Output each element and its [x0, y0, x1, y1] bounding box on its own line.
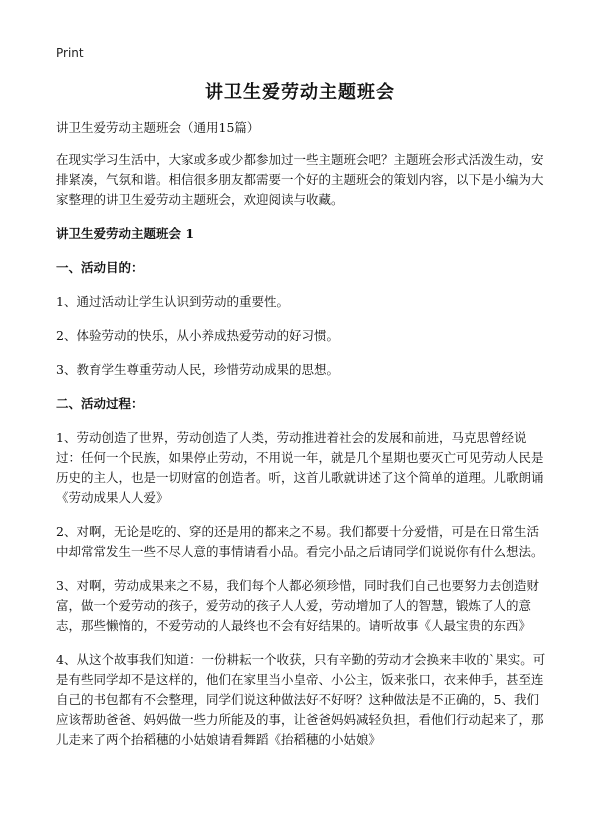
process-paragraph-3: 3、对啊，劳动成果来之不易，我们每个人都必须珍惜，同时我们自己也要努力去创造财富，做一个爱劳动的孩子，爱劳动的孩子人人爱，劳动增加了人的智慧，锻炼了人的意志，那些懒惰的，不爱劳动的人最终也不会有好结果的。请听故事《人最宝贵的东西》 [56, 578, 539, 633]
goal-item-2: 2、体验劳动的快乐，从小养成热爱劳动的好习惯。 [56, 328, 339, 343]
document-body [56, 118, 548, 764]
intro-paragraph: 在现实学习生活中，大家或多或少都参加过一些主题班会吧？主题班会形式活泼生动，安排紧凑，气氛和谐。相信很多朋友都需要一个好的主题班会的策划内容，以下是小编为大家整理的讲卫生爱劳动主题班会，欢迎阅读与收藏。 [56, 152, 544, 207]
process-paragraph-1: 1、劳动创造了世界，劳动创造了人类，劳动推进着社会的发展和前进，马克思曾经说过：任何一个民族，如果停止劳动，不用说一年，就是几个星期也要灭亡可见劳动人民是历史的主人，也是一切财富的创造者。听，这首儿歌就讲述了这个简单的道理。儿歌朗诵《劳动成果人人爱》 [56, 430, 544, 505]
section-heading-goals: 一、活动目的： [56, 260, 144, 275]
section-heading-process: 二、活动过程： [56, 396, 144, 411]
goal-item-3: 3、教育学生尊重劳动人民，珍惜劳动成果的思想。 [56, 362, 339, 377]
page-title: 讲卫生爱劳动主题班会 [205, 82, 395, 103]
print-link[interactable]: Print [56, 46, 84, 60]
article-heading: 讲卫生爱劳动主题班会 1 [56, 226, 195, 241]
process-paragraph-2: 2、对啊，无论是吃的、穿的还是用的都来之不易。我们都要十分爱惜，可是在日常生活中却常常发生一些不尽人意的事情请看小品。看完小品之后请同学们说说你有什么想法。 [56, 524, 544, 559]
goal-item-1: 1、通过活动让学生认识到劳动的重要性。 [56, 294, 289, 309]
process-paragraph-4: 4、从这个故事我们知道：一份耕耘一个收获，只有辛勤的劳动才会换来丰收的`果实。可是有些同学却不是这样的，他们在家里当小皇帝、小公主，饭来张口，衣来伸手，甚至连自己的书包都有不会整理，同学们说这种做法好不好呀？这种做法是不正确的，5、我们应该帮助爸爸、妈妈做一些力所能及的事，让爸爸妈妈减轻负担，看他们行动起来了，那儿走来了两个抬稻穗的小姑娘请看舞蹈《抬稻穗的小姑娘》 [56, 652, 546, 747]
document-subtitle: 讲卫生爱劳动主题班会（通用15篇） [56, 120, 260, 135]
